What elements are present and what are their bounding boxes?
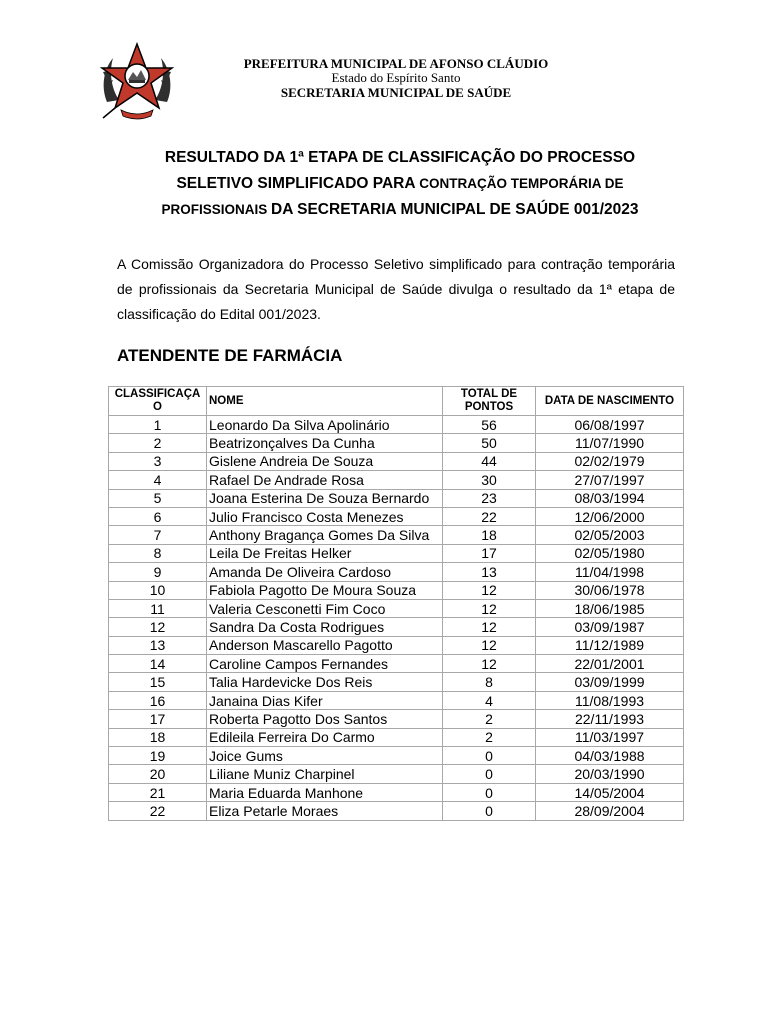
header-nome: NOME — [207, 387, 443, 416]
cell-total-pontos: 17 — [443, 544, 536, 562]
table-row — [109, 581, 684, 599]
table-row — [109, 618, 684, 636]
cell-nome: Maria Eduarda Manhone — [207, 783, 443, 801]
cell-nome: Edileila Ferreira Do Carmo — [207, 728, 443, 746]
table-row — [109, 765, 684, 783]
cell-classificacao: 10 — [109, 581, 207, 599]
document-title — [110, 145, 690, 223]
title-line-1: RESULTADO DA 1ª ETAPA DE CLASSIFICAÇÃO DO PROCESSO — [164, 149, 636, 166]
cell-nome: Janaina Dias Kifer — [207, 691, 443, 709]
cell-total-pontos: 12 — [443, 655, 536, 673]
cell-total-pontos: 44 — [443, 452, 536, 470]
cell-classificacao: 12 — [109, 618, 207, 636]
cell-nome: Beatrizonçalves Da Cunha — [207, 434, 443, 452]
table-row — [109, 434, 684, 452]
cell-total-pontos: 12 — [443, 581, 536, 599]
table-row — [109, 507, 684, 525]
cell-total-pontos: 0 — [443, 802, 536, 820]
cell-classificacao: 11 — [109, 599, 207, 617]
title-line-2 — [110, 171, 690, 197]
table-row — [109, 489, 684, 507]
header-total-pontos: TOTAL DE PONTOS — [443, 387, 536, 416]
classification-table — [108, 386, 684, 821]
cell-classificacao: 9 — [109, 563, 207, 581]
cell-classificacao: 6 — [109, 507, 207, 525]
cell-classificacao: 14 — [109, 655, 207, 673]
cell-total-pontos: 0 — [443, 783, 536, 801]
table-header-row — [109, 387, 684, 416]
cell-total-pontos: 8 — [443, 673, 536, 691]
table-row — [109, 710, 684, 728]
cell-nome: Joice Gums — [207, 747, 443, 765]
cell-nome: Valeria Cesconetti Fim Coco — [207, 599, 443, 617]
cell-data-nascimento: 14/05/2004 — [536, 783, 684, 801]
title-line-2-main: SELETIVO SIMPLIFICADO PARA — [176, 175, 420, 192]
table-row — [109, 655, 684, 673]
cell-data-nascimento: 11/07/1990 — [536, 434, 684, 452]
cell-total-pontos: 18 — [443, 526, 536, 544]
cell-data-nascimento: 27/07/1997 — [536, 471, 684, 489]
cell-total-pontos: 2 — [443, 728, 536, 746]
header-data-nascimento: DATA DE NASCIMENTO — [536, 387, 684, 416]
cell-nome: Sandra Da Costa Rodrigues — [207, 618, 443, 636]
cell-total-pontos: 13 — [443, 563, 536, 581]
cell-total-pontos: 12 — [443, 599, 536, 617]
table-row — [109, 691, 684, 709]
cell-classificacao: 19 — [109, 747, 207, 765]
cell-data-nascimento: 02/05/1980 — [536, 544, 684, 562]
table-row — [109, 802, 684, 820]
cell-total-pontos: 2 — [443, 710, 536, 728]
table-row — [109, 526, 684, 544]
table-body — [109, 416, 684, 821]
cell-data-nascimento: 02/02/1979 — [536, 452, 684, 470]
cell-nome: Leonardo Da Silva Apolinário — [207, 416, 443, 434]
table-row — [109, 544, 684, 562]
cell-data-nascimento: 28/09/2004 — [536, 802, 684, 820]
cell-classificacao: 2 — [109, 434, 207, 452]
header-secretaria: SECRETARIA MUNICIPAL DE SAÚDE — [280, 85, 512, 100]
cell-data-nascimento: 20/03/1990 — [536, 765, 684, 783]
cell-data-nascimento: 11/03/1997 — [536, 728, 684, 746]
table-row — [109, 563, 684, 581]
cell-classificacao: 5 — [109, 489, 207, 507]
cell-data-nascimento: 11/04/1998 — [536, 563, 684, 581]
cell-data-nascimento: 11/12/1989 — [536, 636, 684, 654]
cell-total-pontos: 30 — [443, 471, 536, 489]
title-line-3 — [110, 197, 690, 223]
cell-total-pontos: 23 — [443, 489, 536, 507]
cell-nome: Rafael De Andrade Rosa — [207, 471, 443, 489]
cell-nome: Liliane Muniz Charpinel — [207, 765, 443, 783]
cell-data-nascimento: 03/09/1987 — [536, 618, 684, 636]
title-line-2-small: CONTRAÇÃO TEMPORÁRIA DE — [419, 176, 624, 191]
cell-nome: Joana Esterina De Souza Bernardo — [207, 489, 443, 507]
cell-nome: Leila De Freitas Helker — [207, 544, 443, 562]
table-row — [109, 452, 684, 470]
cell-classificacao: 17 — [109, 710, 207, 728]
table-row — [109, 416, 684, 434]
header-classificacao: CLASSIFICAÇAO — [109, 387, 207, 416]
cell-data-nascimento: 02/05/2003 — [536, 526, 684, 544]
cell-classificacao: 1 — [109, 416, 207, 434]
table-row — [109, 783, 684, 801]
cell-data-nascimento: 06/08/1997 — [536, 416, 684, 434]
cell-nome: Amanda De Oliveira Cardoso — [207, 563, 443, 581]
table-row — [109, 728, 684, 746]
table-row — [109, 747, 684, 765]
cell-classificacao: 18 — [109, 728, 207, 746]
title-line-3-main: DA SECRETARIA MUNICIPAL DE SAÚDE 001/2023 — [271, 201, 639, 218]
cell-total-pontos: 12 — [443, 618, 536, 636]
cell-classificacao: 16 — [109, 691, 207, 709]
cell-nome: Julio Francisco Costa Menezes — [207, 507, 443, 525]
municipal-crest-logo — [97, 40, 177, 120]
cell-classificacao: 15 — [109, 673, 207, 691]
cell-data-nascimento: 30/06/1978 — [536, 581, 684, 599]
cell-total-pontos: 56 — [443, 416, 536, 434]
title-line-3-small: PROFISSIONAIS — [161, 202, 272, 217]
cell-nome: Anthony Bragança Gomes Da Silva — [207, 526, 443, 544]
cell-nome: Fabiola Pagotto De Moura Souza — [207, 581, 443, 599]
cell-classificacao: 3 — [109, 452, 207, 470]
cell-classificacao: 7 — [109, 526, 207, 544]
cell-total-pontos: 0 — [443, 765, 536, 783]
cell-data-nascimento: 03/09/1999 — [536, 673, 684, 691]
cell-data-nascimento: 18/06/1985 — [536, 599, 684, 617]
section-title: ATENDENTE DE FARMÁCIA — [117, 346, 343, 365]
cell-nome: Gislene Andreia De Souza — [207, 452, 443, 470]
cell-data-nascimento: 12/06/2000 — [536, 507, 684, 525]
cell-total-pontos: 50 — [443, 434, 536, 452]
cell-classificacao: 20 — [109, 765, 207, 783]
table-row — [109, 673, 684, 691]
cell-nome: Eliza Petarle Moraes — [207, 802, 443, 820]
cell-nome: Caroline Campos Fernandes — [207, 655, 443, 673]
cell-data-nascimento: 22/01/2001 — [536, 655, 684, 673]
cell-total-pontos: 22 — [443, 507, 536, 525]
cell-nome: Anderson Mascarello Pagotto — [207, 636, 443, 654]
cell-data-nascimento: 11/08/1993 — [536, 691, 684, 709]
cell-nome: Roberta Pagotto Dos Santos — [207, 710, 443, 728]
cell-total-pontos: 0 — [443, 747, 536, 765]
cell-total-pontos: 4 — [443, 691, 536, 709]
cell-nome: Talia Hardevicke Dos Reis — [207, 673, 443, 691]
cell-classificacao: 4 — [109, 471, 207, 489]
cell-classificacao: 8 — [109, 544, 207, 562]
cell-data-nascimento: 22/11/1993 — [536, 710, 684, 728]
document-header — [180, 56, 612, 100]
cell-total-pontos: 12 — [443, 636, 536, 654]
table-row — [109, 599, 684, 617]
cell-data-nascimento: 08/03/1994 — [536, 489, 684, 507]
header-prefeitura: PREFEITURA MUNICIPAL DE AFONSO CLÁUDIO — [243, 56, 549, 71]
header-estado: Estado do Espírito Santo — [331, 70, 461, 85]
cell-classificacao: 22 — [109, 802, 207, 820]
cell-classificacao: 13 — [109, 636, 207, 654]
table-row — [109, 471, 684, 489]
cell-classificacao: 21 — [109, 783, 207, 801]
table-row — [109, 636, 684, 654]
intro-paragraph: A Comissão Organizadora do Processo Seletivo simplificado para contração temporária de profissionais da Secretaria Municipal de Saúde divulga o resultado da 1ª etapa de classificação do Edital 001/2023. — [117, 256, 675, 322]
cell-data-nascimento: 04/03/1988 — [536, 747, 684, 765]
